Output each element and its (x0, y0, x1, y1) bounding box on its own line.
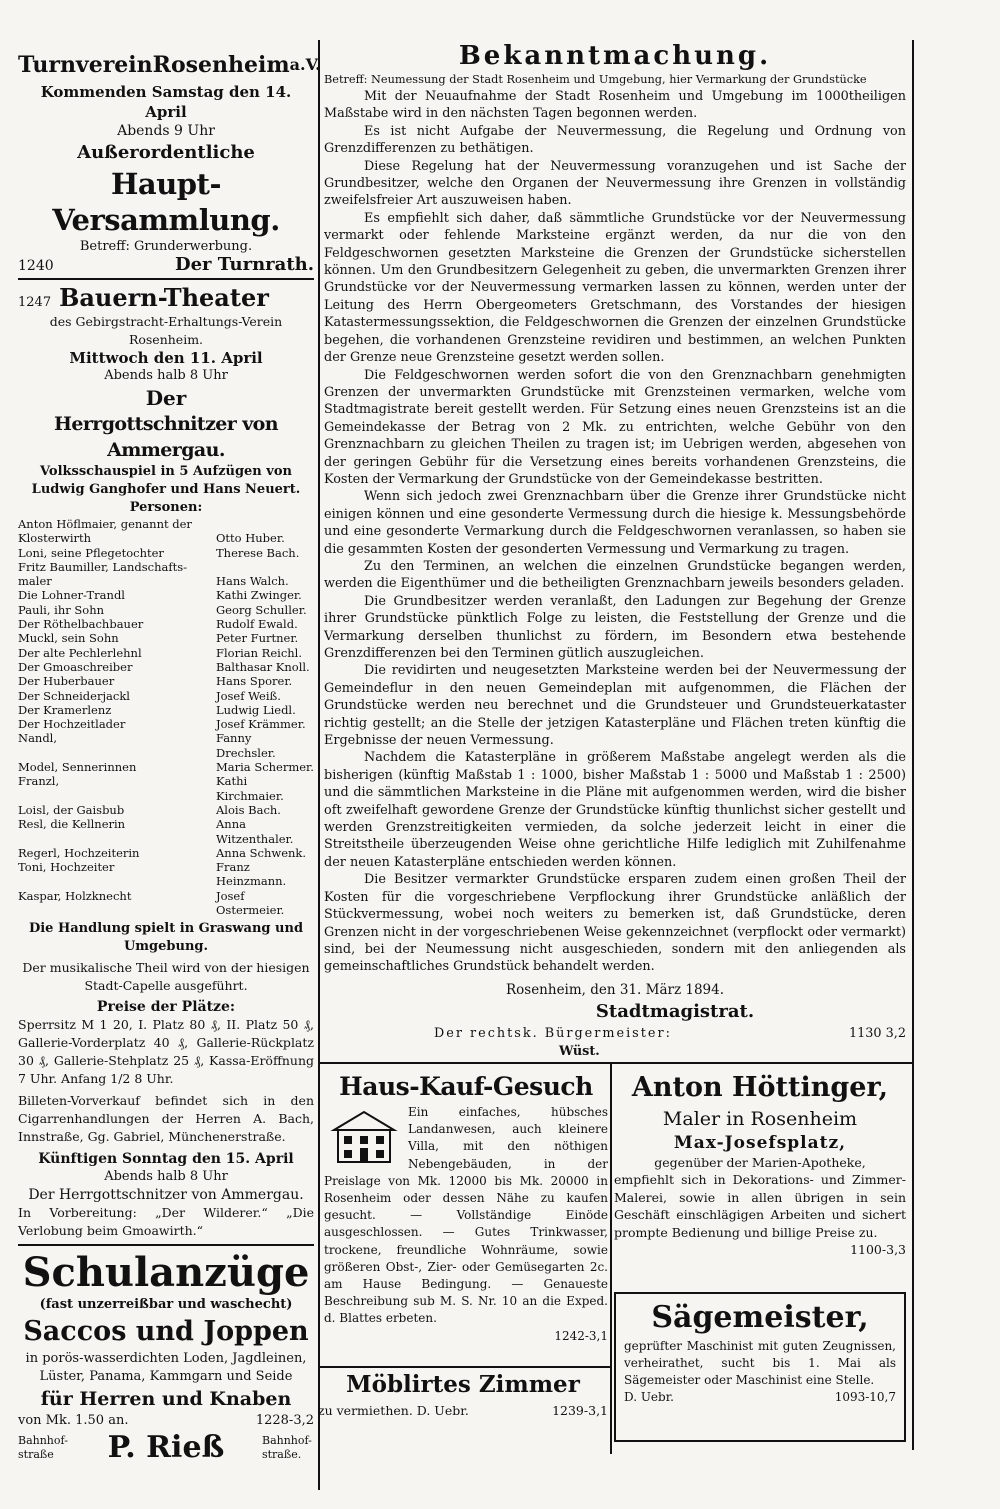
zimmer-ref: 1239-3,1 (552, 1403, 608, 1418)
theater-date: Mittwoch den 11. April (69, 349, 263, 367)
theater-ad (18, 283, 314, 1240)
cast-role: Fritz Baumiller, Landschafts- (18, 559, 188, 574)
public-notice (324, 40, 906, 1059)
turnverein-subject: Betreff: Grunderwerbung. (79, 239, 253, 254)
cast-actor: Josef Ostermeier. (216, 888, 285, 918)
cast-row (18, 617, 314, 631)
notice-paragraph: Diese Regelung hat der Neuvermessung voranzugehen und ist Sache der Grundbesitzer, welche den Organen der Neuvermessung ihre Grenzen in vollständig zweifelsfreier Art auszuweisen haben. (324, 158, 906, 209)
schulanzuege-price: von Mk. 1.50 an. (18, 1413, 129, 1429)
notice-paragraph: Zu den Terminen, an welchen die einzelnen Grundstücke begangen werden, werden die Eigenthümer und die betheiligten Grenznachbarn jeweils besonders geladen. (324, 558, 906, 592)
cast-row (18, 546, 314, 560)
cast-role: Pauli, ihr Sohn (18, 602, 105, 617)
schulanzuege-firm: P. Rieß (107, 1430, 225, 1466)
saegemeister-title: Sägemeister, (651, 1300, 869, 1335)
notice-title: Bekanntmachung. (458, 41, 772, 71)
zimmer-text: zu vermiethen. D. Uebr. (318, 1403, 469, 1418)
cast-role: Klosterwirth (18, 531, 92, 546)
ad-separator (610, 1064, 612, 1454)
cast-role: Nandl, (18, 731, 58, 746)
cast-row (18, 660, 314, 674)
turnverein-name-left: Turnverein (18, 52, 153, 78)
cast-actor: Josef Weiß. (216, 688, 281, 703)
notice-paragraph: Die Grundbesitzer werden veranlaßt, den Ladungen zur Begehung der Grenze ihrer Grundstücke pünktlich Folge zu leisten, die Feststellung der Grenze und die Vermarkung derselben thunlichst zu fördern, im Besondern etwa bestehende Grenzdifferenzen bei den Terminen gütlich auszugleichen. (324, 593, 906, 661)
notice-body (324, 88, 906, 976)
cast-row (18, 560, 314, 574)
cast-role: Resl, die Kellnerin (18, 817, 126, 832)
cast-list (18, 517, 314, 917)
schulanzuege-ad (18, 1250, 314, 1466)
cast-role: Regerl, Hochzeiterin (18, 845, 140, 860)
schulanzuege-subtitle: (fast unzerreißbar und waschecht) (39, 1297, 293, 1313)
turnverein-suffix: a.V. (289, 55, 321, 74)
cast-actor: Maria Schermer. (216, 760, 314, 775)
cast-actor: Hans Walch. (216, 574, 289, 589)
cast-actor: Josef Krämmer. (216, 717, 306, 732)
hoettinger-text: empfiehlt sich in Dekorations- und Zimmer-Malerei, sowie in allen übrigen in sein Geschäft einschlägigen Arbeiten und sichert prompte Bedienung und billige Preise zu. (614, 1172, 906, 1240)
turnverein-time: Abends 9 Uhr (117, 123, 215, 139)
theater-next-play: Der Herrgottschnitzer von Ammergau. (28, 1187, 304, 1204)
cast-actor: Rudolf Ewald. (216, 617, 298, 632)
cast-role: Der Schneiderjackl (18, 688, 130, 703)
house-illustration-icon (328, 1108, 400, 1164)
theater-org: des Gebirgstracht-Erhaltungs-Verein Rosenheim. (49, 314, 283, 347)
cast-actor: Hans Sporer. (216, 674, 293, 689)
cast-actor: Anna Schwenk. (216, 845, 307, 860)
cast-role: Franzl, (18, 774, 60, 789)
cast-row (18, 588, 314, 602)
hoettinger-profession: Maler in Rosenheim (662, 1108, 858, 1130)
cast-row (18, 689, 314, 703)
cast-row (18, 603, 314, 617)
cast-actor: Alois Bach. (216, 802, 281, 817)
notice-paragraph: Es empfiehlt sich daher, daß sämmtliche Grundstücke vor der Neuvermessung vermarkt oder fehlende Marksteine ergänzt werden, da nur die von den Feldgeschwornen gesetzten Marksteine die Grenzen der Grundstücke sicherstellen können. Um den Grundbesitzern Gelegenheit zu geben, die unvermarkten Grenzen ihrer Grundstücke vor der Neuvermessung vermarken lassen zu können, werden unter der Leitung des Herrn Obergeometers Gretschmann, des Vorstandes der hiesigen Katastermessungssektion, die Feldgeschwornen die Grenzen der einzelnen Grundstücke begehen, die vorhandenen Grenzsteine revidiren und bestimmen, an welchen Punkten der Grenze neue Grenzsteine gesetzt werden sollen. (324, 210, 906, 366)
theater-setting: Die Handlung spielt in Graswang und Umgebung. (28, 921, 304, 955)
cast-role: Model, Sennerinnen (18, 760, 137, 775)
theater-next-time: Abends halb 8 Uhr (104, 1169, 228, 1185)
hoettinger-ad (614, 1070, 906, 1290)
cast-actor: Georg Schuller. (216, 602, 307, 617)
cast-row (18, 774, 314, 803)
notice-subject: Betreff: Neumessung der Stadt Rosenheim und Umgebung, hier Vermarkung der Grundstücke (324, 73, 867, 86)
cast-row (18, 703, 314, 717)
theater-play-article: Der (145, 386, 187, 410)
cast-actor: Florian Reichl. (216, 645, 302, 660)
divider (18, 1244, 314, 1246)
theater-title: Bauern-Theater (59, 283, 269, 312)
cast-row (18, 860, 314, 889)
cast-role: Muckl, sein Sohn (18, 631, 119, 646)
zimmer-ad (318, 1368, 608, 1448)
schulanzuege-left-addr: Bahnhof-straße (18, 1434, 68, 1462)
cast-row (18, 731, 314, 760)
saegemeister-source: D. Uebr. (624, 1390, 674, 1404)
cast-row (18, 517, 314, 531)
notice-ref: 1130 3,2 (849, 1026, 906, 1042)
notice-paragraph: Mit der Neuaufnahme der Stadt Rosenheim und Umgebung im 1000theiligen Maßstabe wird in den nächsten Tagen begonnen werden. (324, 89, 906, 122)
schulanzuege-ref: 1228-3,2 (255, 1413, 314, 1429)
right-border-rule (912, 40, 914, 1450)
turnverein-date: Kommenden Samstag den 14. April (40, 83, 292, 121)
saegemeister-ad (614, 1292, 906, 1442)
divider (18, 278, 314, 280)
notice-paragraph: Wenn sich jedoch zwei Grenznachbarn über die Grenze ihrer Grundstücke nicht einigen können und eine gesonderte Vermessung durch die hiesige k. Messungsbehörde und eine gesonderte Vermarkung durch die Feldgeschwornen veranlassen, so haben sie die gesammten Kosten der gesonderten Vermessung und Vermarkung zu tragen. (324, 489, 906, 557)
schulanzuege-right-addr: Bahnhof-straße. (261, 1434, 312, 1462)
turnverein-ad (18, 48, 321, 275)
notice-paragraph: Es ist nicht Aufgabe der Neuvermessung, die Regelung und Ordnung von Grenzdifferenzen zu bethätigen. (324, 123, 906, 157)
cast-row (18, 574, 314, 588)
cast-row (18, 717, 314, 731)
divider (320, 1062, 912, 1064)
cast-role: Loni, seine Pflegetochter (18, 545, 164, 560)
hauskauf-text: Ein einfaches, hübsches Landanwesen, auch kleinere Villa, mit den nöthigen Nebengebäuden, in der Preislage von Mk. 12000 bis Mk. 20000 in Rosenheim oder dessen Nähe zu kaufen gesucht. — Vollständige Einöde ausgeschlossen. — Gutes Trinkwasser, trockene, freundliche Wohnräume, sowie größeren Obst-, Zier- oder Gemüsegarten 2c. am Hause Bedingung. — Genaueste Beschreibung sub M. S. Nr. 10 an die Exped. d. Blattes erbeten. (324, 1105, 608, 1326)
zimmer-title: Möblirtes Zimmer (346, 1371, 580, 1398)
cast-row (18, 803, 314, 817)
notice-paragraph: Nachdem die Katasterpläne in größerem Maßstabe angelegt werden als die bisherigen (künftig Maßstab 1 : 1000, bisher Maßstab 1 : 5000 und Maßstab 1 : 2500) und die sämmtlichen Marksteine in die Pläne mit aufgenommen werden, wird die bisher oft zweifelhaft gewordene Grenze der Grundstücke künftig thunlichst sicher gestellt und werden Grenzstreitigkeiten vermieden, da solche jederzeit leicht in einer die Streitstheile überzeugenden Weise ohne gerichtliche Hilfe lediglich mit Zuhilfenahme der neuen Katasterpläne entschieden werden können. (324, 750, 906, 870)
turnverein-ref: 1240 (18, 258, 54, 274)
theater-play-title: Herrgottschnitzer von Ammergau. (54, 413, 278, 461)
cast-actor: Fanny Drechsler. (216, 731, 276, 760)
cast-role: Der Gmoaschreiber (18, 659, 133, 674)
cast-role: Der Huberbauer (18, 674, 115, 689)
cast-actor: Peter Furtner. (216, 631, 299, 646)
theater-time: Abends halb 8 Uhr (104, 368, 228, 383)
hauskauf-title: Haus-Kauf-Gesuch (339, 1072, 593, 1101)
hoettinger-address: Max-Josefsplatz, (673, 1133, 847, 1153)
hauskauf-ref: 1242-3,1 (554, 1328, 608, 1343)
cast-role: Der Hochzeitlader (18, 717, 126, 732)
cast-role: Anton Höflmaier, genannt der (18, 517, 192, 531)
cast-role: Der Röthelbachbauer (18, 617, 144, 632)
cast-row (18, 646, 314, 660)
cast-role: Die Lohner-Trandl (18, 588, 125, 603)
turnverein-kind: Außerordentliche (77, 142, 255, 163)
notice-mayor-name: Wüst. (559, 1043, 600, 1059)
cast-actor: Kathi Zwinger. (216, 588, 302, 603)
hoettinger-location: gegenüber der Marien-Apotheke, (654, 1155, 866, 1170)
cast-role: Kaspar, Holzknecht (18, 888, 132, 903)
schulanzuege-line2: Saccos und Joppen (23, 1316, 309, 1348)
notice-mayor-title: Der rechtsk. Bürgermeister: (434, 1026, 672, 1042)
notice-paragraph: Die revidirten und neugesetzten Marksteine werden bei der Neuvermessung der Gemeindeflur in den neuen Gemeindeplan mit aufgenommen, die Flächen der Grundstücke werden neu berechnet und die Grundsteuer und Grundsteuerkataster richtig gestellt; an die Stelle der jetzigen Katasterpläne und Flächen treten künftig die Ergebnisse der neuen Vermessung. (324, 663, 906, 749)
cast-row (18, 531, 314, 545)
notice-paragraph: Die Besitzer vermarkter Grundstücke ersparen zudem einen großen Theil der Kosten für die vorgeschriebene Verpflockung ihrer Grundstücke anläßlich der Stückvermessung, wobei noch weiters zu bemerken ist, daß Grundstücke, deren Grenzen nicht in der vorgeschriebenen Weise gekennzeichnet (verpflockt oder vermarkt) sind, bei der Neumessung nicht ausgeschieden, sondern mit den anliegenden als gemeinschaftliches Grundstück behandelt werden. (324, 872, 906, 975)
cast-row (18, 817, 314, 846)
cast-role: Toni, Hochzeiter (18, 860, 115, 875)
cast-role: Der Kramerlenz (18, 702, 112, 717)
cast-actor (216, 560, 314, 574)
cast-actor: Ludwig Liedl. (216, 702, 296, 717)
cast-actor: Anna Witzenthaler. (216, 817, 294, 846)
notice-place-date: Rosenheim, den 31. März 1894. (505, 981, 725, 998)
cast-actor: Therese Bach. (216, 545, 300, 560)
left-column (18, 48, 321, 1488)
schulanzuege-title: Schulanzüge (22, 1249, 310, 1297)
turnverein-signature: Der Turnrath. (174, 254, 314, 275)
cast-actor: Balthasar Knoll. (216, 659, 310, 674)
column-rule (318, 40, 320, 1490)
saegemeister-text: geprüfter Maschinist mit guten Zeugnissen, verheirathet, sucht bis 1. Mai als Sägemeister oder Maschinist eine Stelle. (624, 1339, 896, 1387)
turnverein-name-right: Rosenheim (152, 52, 290, 78)
cast-actor (216, 517, 314, 531)
cast-role: Der alte Pechlerlehnl (18, 645, 142, 660)
theater-preparation: In Vorbereitung: „Der Wilderer.“ „Die Verlobung beim Gmoawirth.“ (18, 1205, 314, 1239)
cast-row (18, 674, 314, 688)
hoettinger-name: Anton Höttinger, (631, 1072, 889, 1103)
cast-row (18, 889, 314, 918)
saegemeister-ref: 1093-10,7 (834, 1390, 896, 1404)
schulanzuege-for: für Herren und Knaben (40, 1388, 292, 1411)
theater-music: Der musikalische Theil wird von der hiesigen Stadt-Capelle ausgeführt. (22, 960, 310, 994)
cast-actor: Franz Heinzmann. (216, 860, 287, 889)
notice-authority: Stadtmagistrat. (595, 1001, 755, 1023)
cast-row (18, 760, 314, 774)
cast-actor: Otto Huber. (216, 531, 285, 546)
theater-ref: 1247 (18, 295, 52, 310)
schulanzuege-materials: in porös-wasserdichten Loden, Jagdleinen, Lüster, Panama, Kammgarn und Seide (25, 1351, 307, 1385)
theater-prices: Sperrsitz M 1 20, I. Platz 80 ₰, II. Platz 50 ₰, Gallerie-Vorderplatz 40 ₰, Gallerie-Rückplatz 30 ₰, Gallerie-Stehplatz 25 ₰, Kassa-Eröffnung 7 Uhr. Anfang 1/2 8 Uhr. (18, 1017, 314, 1087)
cast-actor: Kathi Kirchmaier. (216, 774, 284, 803)
turnverein-title: Haupt-Versammlung. (52, 167, 280, 237)
theater-presale: Billeten-Vorverkauf befindet sich in den Cigarrenhandlungen der Herren A. Bach, Innstraße, Gg. Gabriel, Münchenerstraße. (18, 1093, 314, 1145)
cast-row (18, 846, 314, 860)
hoettinger-ref: 1100-3,3 (850, 1242, 906, 1258)
notice-paragraph: Die Feldgeschwornen werden sofort die von den Grenznachbarn genehmigten Grenzen der unvermarkten Grundstücke mit Grenzsteinen vermarken, welche vom Stadtmagistrate bereit gestellt werden. Für Setzung eines neuen Grenzsteins ist an die Gemeindekasse der Betrag von 2 Mk. zu entrichten, welche Gebühr von den Grenznachbarn zu gleichen Theilen zu tragen ist; im Uebrigen werden, abgesehen von der geringen Gebühr für die Versetzung eines bereits vorhandenen Grenzsteins, die Kosten der Vermarkung der Grundstücke von der Gemeindekasse bestritten. (324, 367, 906, 487)
theater-play-desc: Volksschauspiel in 5 Aufzügen von Ludwig Ganghofer und Hans Neuert. (31, 464, 301, 497)
cast-row (18, 631, 314, 645)
cast-role: maler (18, 574, 52, 589)
theater-prices-heading: Preise der Plätze: (96, 999, 236, 1016)
theater-cast-heading: Personen: (129, 500, 203, 515)
cast-role: Loisl, der Gaisbub (18, 802, 125, 817)
theater-next-date: Künftigen Sonntag den 15. April (38, 1151, 294, 1168)
